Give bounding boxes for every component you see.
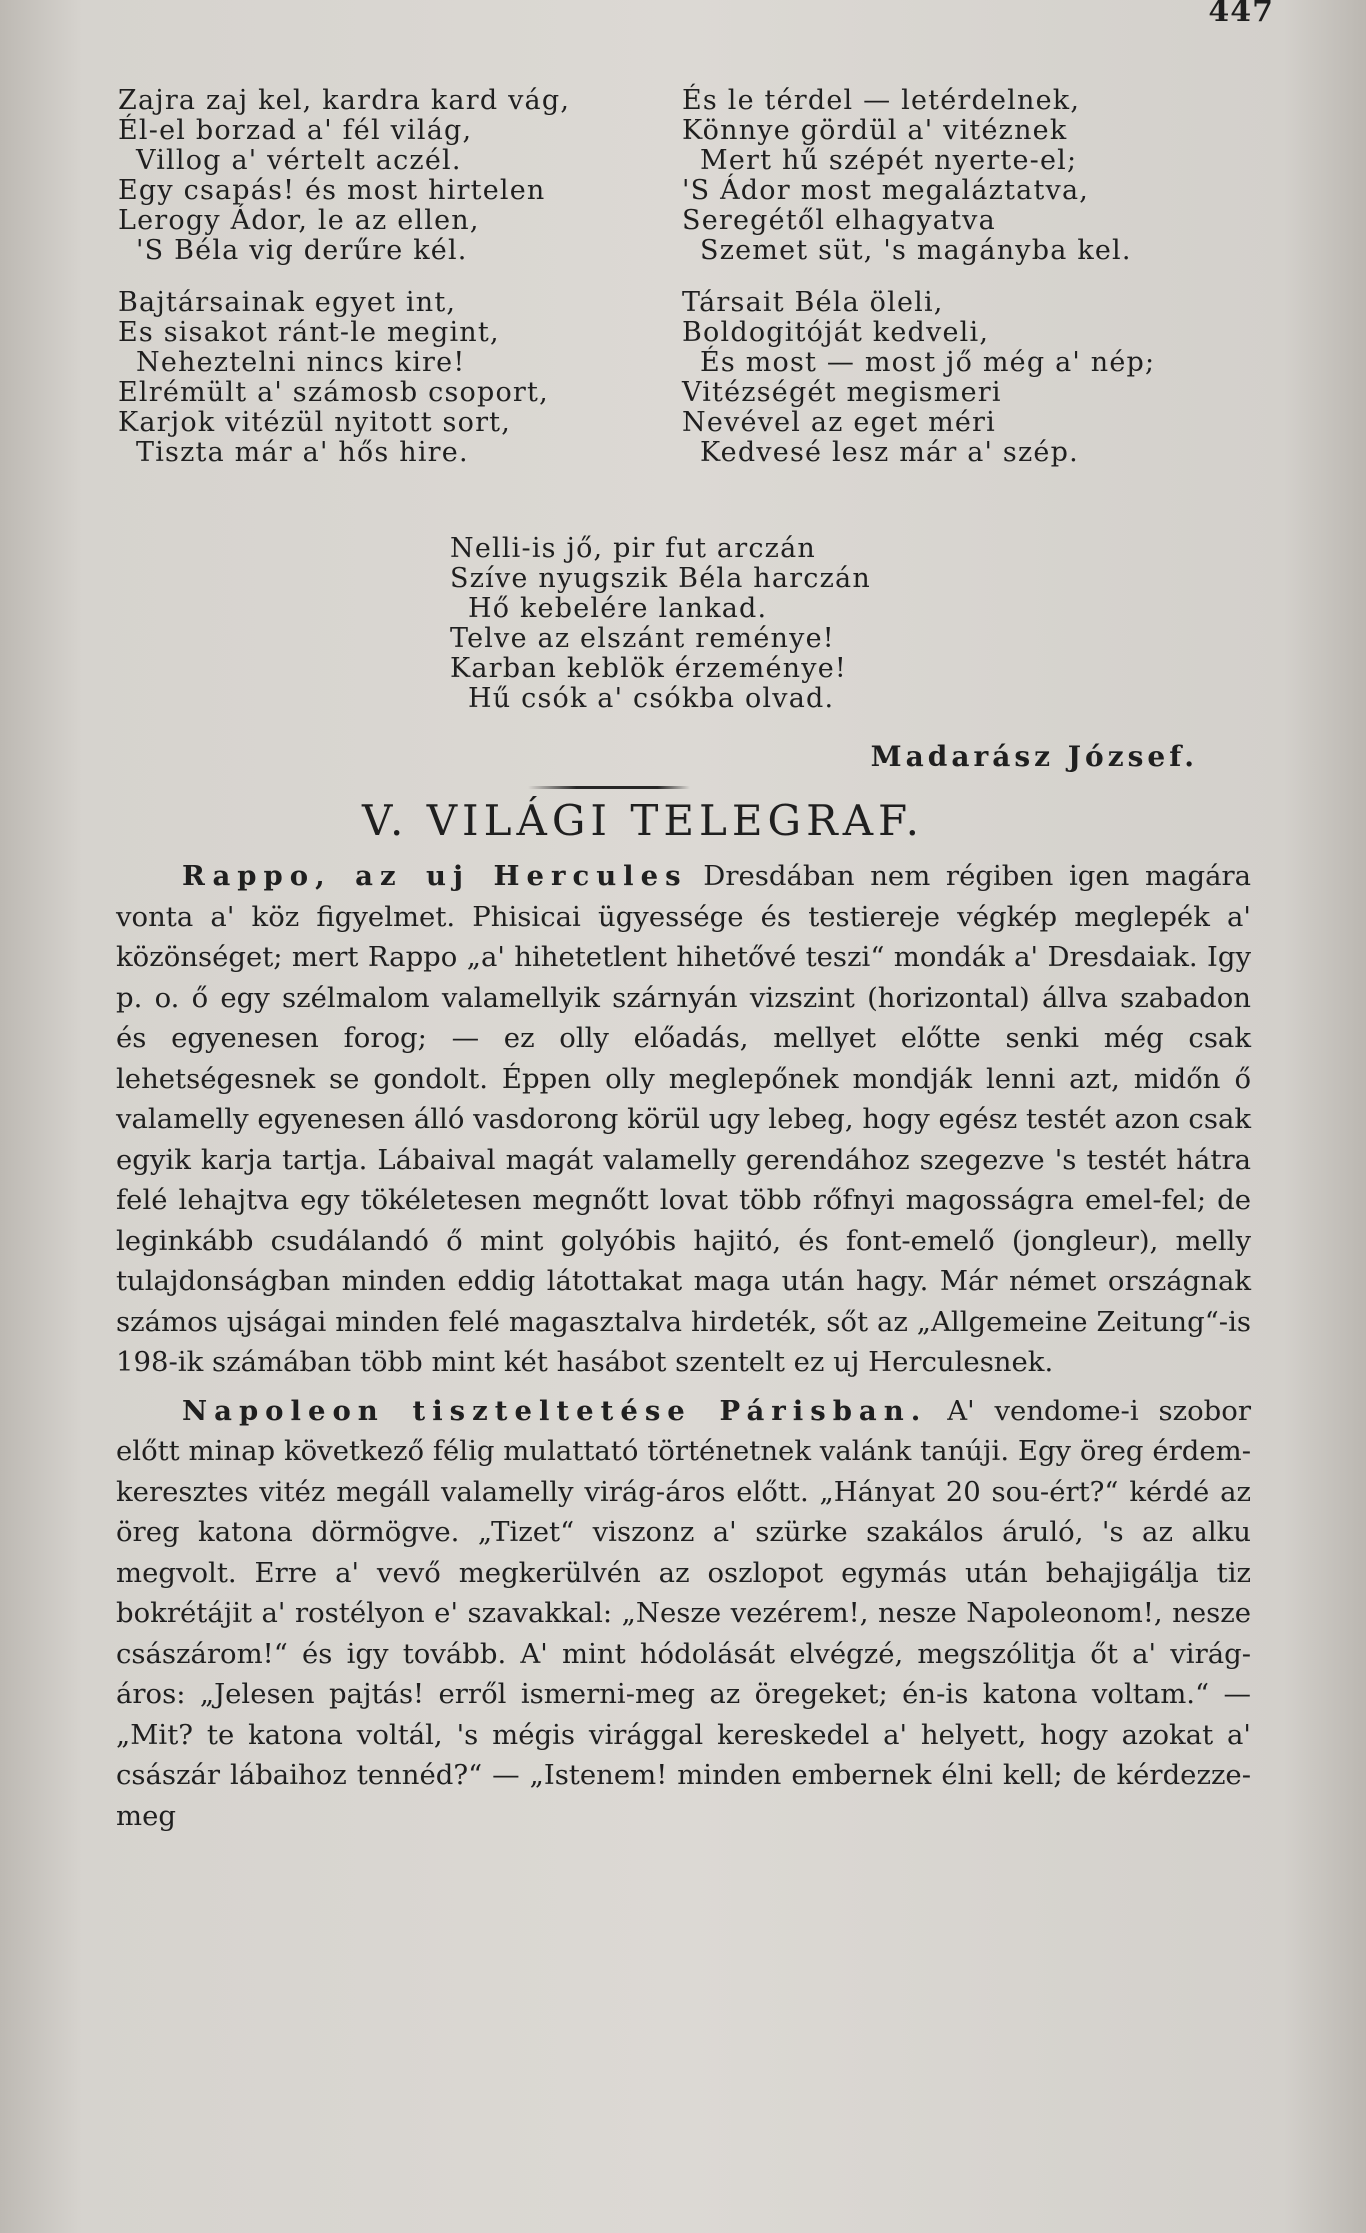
poem-line: Mert hű szépét nyerte-el; (700, 145, 1078, 176)
page-number: 447 (1208, 0, 1274, 29)
poem-line: Es sisakot ránt-le megint, (118, 317, 500, 348)
article-heading: Napoleon tiszteltetése Párisban. (182, 1394, 928, 1427)
poem-line: Szemet süt, 's magányba kel. (700, 235, 1132, 266)
poem-right-column (682, 86, 1342, 490)
article-body (116, 856, 1251, 1844)
poem-line: Karban keblök érzeménye! (450, 653, 847, 684)
article-text: Dresdában nem régiben igen magára vonta a' köz figyelmet. Phisicai ügyessége és testiereje végkép meglepék a' közönséget; mert Rappo „a' hihetetlent hihetővé teszi“ mondák a' Dresdaiak. Igy p. o. ő egy szélmalom valamellyik szárnyán vizszint (horizontal) állva szabadon és egyenesen forog; — ez olly előadás, mellyet előtte senki még csak lehetségesnek se gondolt. Éppen olly meglepőnek mondják lenni azt, midőn ő valamelly egyenesen álló vasdorong körül ugy lebeg, hogy egész testét azon csak egyik karja tartja. Lábaival magát valamelly gerendához szegezve 's testét hátra felé lehajtva egy tökéletesen megnőtt lovat több rőfnyi magosságra emel-fel; de leginkább csudálandó ő mint golyóbis hajitó, és font-emelő (jongleur), melly tulajdonságban minden eddig látottakat maga után hagy. Már német országnak számos ujságai minden felé magasztalva hirdeték, sőt az „Allgemeine Zeitung“-is 198-ik számában több mint két hasábot szentelt ez uj Herculesnek. (116, 860, 1252, 1378)
poem-line: Könnye gördül a' vitéznek (682, 115, 1068, 146)
poem-line: Boldogitóját kedveli, (682, 317, 990, 348)
poem-stanza-left-2 (118, 288, 678, 468)
poem-line: Seregétől elhagyatva (682, 205, 996, 236)
poem-line: Hű csók a' csókba olvad. (468, 683, 835, 714)
poem-line: 'S Ádor most megaláztatva, (682, 175, 1090, 206)
poem-line: Telve az elszánt reménye! (450, 623, 835, 654)
poem-stanza-center (450, 534, 1050, 714)
poem-line: Nelli-is jő, pir fut arczán (450, 533, 816, 564)
section-title: V. VILÁGI TELEGRAF. (362, 796, 925, 845)
poem-line: 'S Béla vig derűre kél. (136, 235, 468, 266)
poem-line: Kedvesé lesz már a' szép. (700, 437, 1079, 468)
poem-line: Hő kebelére lankad. (468, 593, 768, 624)
poem-line: Lerogy Ádor, le az ellen, (118, 205, 480, 236)
poem-line: Vitézségét megismeri (682, 377, 1002, 408)
poem-line: És most — most jő még a' nép; (700, 347, 1156, 378)
poem-line: Egy csapás! és most hirtelen (118, 175, 546, 206)
poem-left-column (118, 86, 678, 490)
poem-line: Él-el borzad a' fél világ, (118, 115, 473, 146)
poem-line: Társait Béla öleli, (682, 287, 944, 318)
poem-line: Tiszta már a' hős hire. (136, 437, 469, 468)
poem-stanza-right-1 (682, 86, 1342, 266)
article-text: A' vendome-i szobor előtt minap következő félig mulattató történetnek valánk tanúji. Egy öreg érdem-keresztes vitéz megáll valamelly virág-áros előtt. „Hányat 20 sou-ért?“ kérdé az öreg katona dörmögve. „Tizet“ viszonz a' szürke szakálos áruló, 's az alku megvolt. Erre a' vevő megkerülvén az oszlopot egymás után behajigálja tiz bokrétájit a' rostélyon e' szavakkal: „Nesze vezérem!, nesze Napoleonom!, nesze császárom!“ és igy tovább. A' mint hódolását elvégzé, megszólitja őt a' virág-áros: „Jelesen pajtás! erről ismerni-meg az öregeket; én-is katona voltam.“ — „Mit? te katona voltál, 's mégis virággal kereskedel a' helyett, hogy azokat a' császár lábaihoz tennéd?“ — „Istenem! minden embernek élni kell; de kérdezze-meg (116, 1394, 1251, 1832)
section-divider (528, 786, 690, 789)
poem-stanza-left-1 (118, 86, 678, 266)
poem-line: Elrémült a' számosb csoport, (118, 377, 549, 408)
poem-line: Szíve nyugszik Béla harczán (450, 563, 871, 594)
poem-line: Nevével az eget méri (682, 407, 996, 438)
poem-line: Villog a' vértelt aczél. (136, 145, 462, 176)
poem-line: Bajtársainak egyet int, (118, 287, 457, 318)
article-napoleon (116, 1391, 1251, 1837)
poem-line: Neheztelni nincs kire! (136, 347, 466, 378)
article-rappo (116, 856, 1251, 1383)
poem-line: Zajra zaj kel, kardra kard vág, (118, 85, 571, 116)
poem-signature: Madarász József. (870, 740, 1198, 773)
poem-line: Karjok vitézül nyitott sort, (118, 407, 512, 438)
poem-stanza-right-2 (682, 288, 1342, 468)
article-heading: Rappo, az uj Hercules (182, 860, 688, 892)
poem-line: És le térdel — letérdelnek, (682, 85, 1081, 116)
